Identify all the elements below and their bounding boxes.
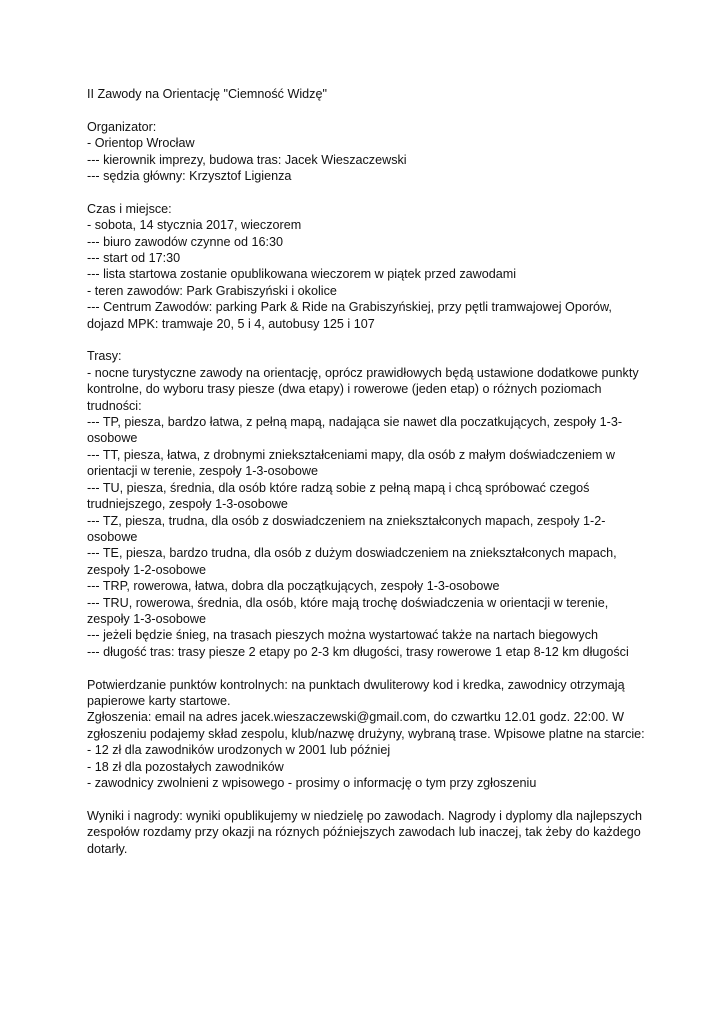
routes-line: --- TT, piesza, łatwa, z drobnymi zniekształceniami mapy, dla osób z małym doświadczeniem w orientacji w terenie, zespoły 1-3-osobowe: [87, 447, 615, 479]
fee-line: - 18 zł dla pozostałych zawodników: [87, 759, 284, 774]
organizer-line: --- sędzia główny: Krzysztof Ligienza: [87, 169, 292, 184]
fee-line: - 12 zł dla zawodników urodzonych w 2001 lub później: [87, 743, 391, 758]
time-place-heading: Czas i miejsce:: [87, 201, 172, 216]
document-title: II Zawody na Orientację "Ciemność Widzę": [87, 87, 327, 101]
routes-line: --- TRP, rowerowa, łatwa, dobra dla początkujących, zespoły 1-3-osobowe: [87, 579, 500, 594]
results-paragraph: Wyniki i nagrody: wyniki opublikujemy w niedzielę po zawodach. Nagrody i dyplomy dla najlepszych zespołów rozdamy przy okazji na róznych późniejszych zawodach lub inaczej, tak żeby do każdego dotarły.: [87, 808, 642, 856]
organizer-line: --- kierownik imprezy, budowa tras: Jacek Wieszaczewski: [87, 152, 407, 167]
section-organizer: [87, 119, 647, 185]
spacer: [87, 102, 647, 118]
spacer: [87, 184, 647, 200]
section-results: [87, 808, 647, 857]
document-page: [87, 86, 647, 857]
routes-line: --- TZ, piesza, trudna, dla osób z doswiadczeniem na zniekształconych mapach, zespoły 1-2-osobowe: [87, 513, 606, 544]
routes-line: --- TP, piesza, bardzo łatwa, z pełną mapą, nadająca sie nawet dla poczatkujących, zespoły 1-3-osobowe: [87, 415, 623, 446]
fee-line: - zawodnicy zwolnieni z wpisowego - prosimy o informację o tym przy zgłoszeniu: [87, 776, 537, 790]
time-place-line: --- biuro zawodów czynne od 16:30: [87, 234, 284, 249]
checkpoints-paragraph: Potwierdzanie punktów kontrolnych: na punktach dwuliterowy kod i kredka, zawodnicy otrzymają papierowe karty startowe.: [87, 677, 625, 708]
section-checkpoints-registration: [87, 677, 647, 792]
time-place-line: - teren zawodów: Park Grabiszyński i okolice: [87, 283, 337, 298]
section-time-place: [87, 201, 647, 332]
section-routes: [87, 348, 647, 660]
routes-line: --- TRU, rowerowa, średnia, dla osób, które mają trochę doświadczenia w orientacji w terenie, zespoły 1-3-osobowe: [87, 595, 609, 626]
routes-heading: Trasy:: [87, 349, 122, 364]
organizer-line: - Orientop Wrocław: [87, 136, 195, 151]
organizer-heading: Organizator:: [87, 119, 157, 134]
time-place-line: --- lista startowa zostanie opublikowana wieczorem w piątek przed zawodami: [87, 267, 517, 282]
registration-paragraph: Zgłoszenia: email na adres jacek.wieszaczewski@gmail.com, do czwartku 12.01 godz. 22:00. W zgłoszeniu podajemy skład zespolu, klub/nazwę drużyny, wybraną trase. Wpisowe platne na starcie:: [87, 710, 645, 741]
routes-line: - nocne turystyczne zawody na orientację, oprócz prawidłowych będą ustawione dodatkowe punkty kontrolne, do wyboru trasy piesze (dwa etapy) i rowerowe (jeden etap) o różnych poziomach trudności:: [87, 365, 639, 413]
time-place-line: --- start od 17:30: [87, 251, 181, 266]
routes-line: --- TU, piesza, średnia, dla osób które radzą sobie z pełną mapą i chcą spróbować czegoś trudniejszego, zespoły 1-3-osobowe: [87, 480, 590, 512]
routes-line: --- jeżeli będzie śnieg, na trasach pieszych można wystartować także na nartach biegowych: [87, 628, 598, 643]
spacer: [87, 791, 647, 807]
routes-line: --- długość tras: trasy piesze 2 etapy po 2-3 km długości, trasy rowerowe 1 etap 8-12 km długości: [87, 644, 629, 659]
time-place-line: --- Centrum Zawodów: parking Park & Ride na Grabiszyńskiej, przy pętli tramwajowej Oporów, dojazd MPK: tramwaje 20, 5 i 4, autobusy 125 i 107: [87, 300, 612, 331]
routes-line: --- TE, piesza, bardzo trudna, dla osób z dużym doswiadczeniem na zniekształconych mapach, zespoły 1-2-osobowe: [87, 546, 617, 577]
spacer: [87, 332, 647, 348]
time-place-line: - sobota, 14 stycznia 2017, wieczorem: [87, 218, 302, 233]
spacer: [87, 660, 647, 676]
